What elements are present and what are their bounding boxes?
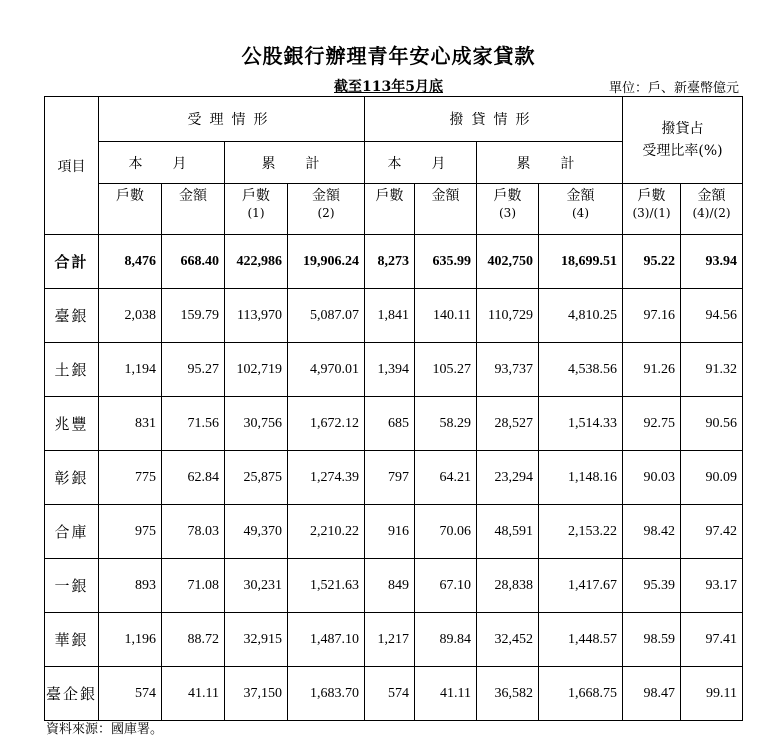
table-row-total bbox=[45, 235, 743, 289]
cell-d-m-h: 685 bbox=[365, 397, 415, 451]
cell-d-m-a: 70.06 bbox=[415, 505, 477, 559]
cell-d-m-h: 1,217 bbox=[365, 613, 415, 667]
cell-d-c-a: 4,538.56 bbox=[539, 343, 623, 397]
page-title: 公股銀行辦理青年安心成家貸款 bbox=[241, 44, 536, 68]
cell-d-c-a: 18,699.51 bbox=[539, 235, 623, 289]
cell-d-m-h: 849 bbox=[365, 559, 415, 613]
cell-a-m-a: 62.84 bbox=[162, 451, 225, 505]
cell-a-m-h: 8,476 bbox=[99, 235, 162, 289]
header-amount: 金額 bbox=[162, 184, 225, 235]
row-label: 華銀 bbox=[45, 613, 99, 667]
cell-r-h: 95.39 bbox=[623, 559, 681, 613]
cell-d-c-h: 28,838 bbox=[477, 559, 539, 613]
row-label: 兆豐 bbox=[45, 397, 99, 451]
cell-r-h: 90.03 bbox=[623, 451, 681, 505]
cell-a-c-h: 422,986 bbox=[225, 235, 288, 289]
row-label: 彰銀 bbox=[45, 451, 99, 505]
table-row bbox=[45, 397, 743, 451]
cell-d-c-a: 1,148.16 bbox=[539, 451, 623, 505]
header-accepted: 受理情形 bbox=[99, 97, 365, 142]
cell-a-c-h: 49,370 bbox=[225, 505, 288, 559]
header-accepted-cumulative: 累 計 bbox=[225, 142, 365, 184]
header-ratio-households: 戶數 (3)/(1) bbox=[623, 184, 681, 235]
cell-a-m-a: 95.27 bbox=[162, 343, 225, 397]
cell-r-a: 99.11 bbox=[681, 667, 743, 721]
cell-d-c-h: 28,527 bbox=[477, 397, 539, 451]
header-disbursed-month: 本 月 bbox=[365, 142, 477, 184]
cell-d-c-a: 4,810.25 bbox=[539, 289, 623, 343]
loan-table bbox=[44, 96, 743, 721]
cell-a-m-h: 1,194 bbox=[99, 343, 162, 397]
cell-a-m-a: 41.11 bbox=[162, 667, 225, 721]
cell-d-m-h: 1,394 bbox=[365, 343, 415, 397]
cell-a-m-h: 831 bbox=[99, 397, 162, 451]
cell-d-c-a: 2,153.22 bbox=[539, 505, 623, 559]
cell-d-c-h: 23,294 bbox=[477, 451, 539, 505]
cell-d-c-a: 1,417.67 bbox=[539, 559, 623, 613]
cell-r-h: 97.16 bbox=[623, 289, 681, 343]
header-accepted-month: 本 月 bbox=[99, 142, 225, 184]
cell-d-c-a: 1,514.33 bbox=[539, 397, 623, 451]
cell-a-c-h: 30,231 bbox=[225, 559, 288, 613]
cell-d-m-h: 1,841 bbox=[365, 289, 415, 343]
cell-a-m-h: 574 bbox=[99, 667, 162, 721]
cell-r-h: 95.22 bbox=[623, 235, 681, 289]
header-disbursed-cumulative: 累 計 bbox=[477, 142, 623, 184]
cell-d-m-a: 41.11 bbox=[415, 667, 477, 721]
cell-a-m-h: 975 bbox=[99, 505, 162, 559]
cell-d-c-h: 48,591 bbox=[477, 505, 539, 559]
cell-d-c-h: 32,452 bbox=[477, 613, 539, 667]
cell-a-m-a: 78.03 bbox=[162, 505, 225, 559]
cell-d-m-h: 574 bbox=[365, 667, 415, 721]
page-subtitle: 截至113年5月底 bbox=[334, 79, 443, 95]
cell-a-m-h: 2,038 bbox=[99, 289, 162, 343]
cell-a-m-a: 71.56 bbox=[162, 397, 225, 451]
cell-d-m-a: 635.99 bbox=[415, 235, 477, 289]
cell-a-c-h: 102,719 bbox=[225, 343, 288, 397]
header-households: 戶數 bbox=[365, 184, 415, 235]
row-label: 一銀 bbox=[45, 559, 99, 613]
cell-a-m-a: 668.40 bbox=[162, 235, 225, 289]
header-ratio: 撥貸占 受理比率(%) bbox=[623, 97, 743, 184]
cell-r-a: 97.42 bbox=[681, 505, 743, 559]
source-note: 資料來源：國庫署。 bbox=[46, 722, 164, 737]
cell-a-c-a: 5,087.07 bbox=[288, 289, 365, 343]
cell-a-c-h: 37,150 bbox=[225, 667, 288, 721]
cell-a-c-a: 1,683.70 bbox=[288, 667, 365, 721]
header-disbursed: 撥貸情形 bbox=[365, 97, 623, 142]
header-ratio-amount: 金額 (4)/(2) bbox=[681, 184, 743, 235]
cell-r-a: 90.56 bbox=[681, 397, 743, 451]
cell-a-c-a: 19,906.24 bbox=[288, 235, 365, 289]
table-row bbox=[45, 451, 743, 505]
header-households: 戶數 bbox=[99, 184, 162, 235]
cell-d-c-h: 402,750 bbox=[477, 235, 539, 289]
row-label: 合庫 bbox=[45, 505, 99, 559]
cell-r-h: 92.75 bbox=[623, 397, 681, 451]
cell-r-h: 98.42 bbox=[623, 505, 681, 559]
cell-r-a: 97.41 bbox=[681, 613, 743, 667]
header-amount: 金額 bbox=[415, 184, 477, 235]
cell-r-a: 94.56 bbox=[681, 289, 743, 343]
cell-a-c-h: 25,875 bbox=[225, 451, 288, 505]
cell-a-m-a: 159.79 bbox=[162, 289, 225, 343]
row-label: 土銀 bbox=[45, 343, 99, 397]
cell-r-h: 91.26 bbox=[623, 343, 681, 397]
row-label: 合計 bbox=[45, 235, 99, 289]
cell-a-c-a: 1,487.10 bbox=[288, 613, 365, 667]
cell-a-c-h: 113,970 bbox=[225, 289, 288, 343]
cell-d-m-a: 89.84 bbox=[415, 613, 477, 667]
cell-a-c-a: 1,521.63 bbox=[288, 559, 365, 613]
table-row bbox=[45, 289, 743, 343]
table-row bbox=[45, 559, 743, 613]
header-item: 項目 bbox=[45, 97, 99, 235]
cell-r-h: 98.47 bbox=[623, 667, 681, 721]
cell-a-c-a: 4,970.01 bbox=[288, 343, 365, 397]
cell-r-a: 93.17 bbox=[681, 559, 743, 613]
cell-d-m-a: 140.11 bbox=[415, 289, 477, 343]
cell-a-c-h: 30,756 bbox=[225, 397, 288, 451]
cell-a-m-h: 775 bbox=[99, 451, 162, 505]
cell-d-c-h: 93,737 bbox=[477, 343, 539, 397]
cell-a-m-h: 893 bbox=[99, 559, 162, 613]
table-row bbox=[45, 613, 743, 667]
cell-r-a: 93.94 bbox=[681, 235, 743, 289]
cell-a-m-a: 71.08 bbox=[162, 559, 225, 613]
header-households: 戶數 (1) bbox=[225, 184, 288, 235]
cell-r-a: 91.32 bbox=[681, 343, 743, 397]
header-amount: 金額 (2) bbox=[288, 184, 365, 235]
row-label: 臺企銀 bbox=[45, 667, 99, 721]
cell-r-h: 98.59 bbox=[623, 613, 681, 667]
cell-a-m-h: 1,196 bbox=[99, 613, 162, 667]
table-body bbox=[45, 235, 743, 721]
cell-a-c-a: 1,672.12 bbox=[288, 397, 365, 451]
header-amount: 金額 (4) bbox=[539, 184, 623, 235]
cell-d-m-h: 797 bbox=[365, 451, 415, 505]
cell-d-m-a: 105.27 bbox=[415, 343, 477, 397]
cell-d-c-a: 1,448.57 bbox=[539, 613, 623, 667]
cell-d-m-a: 67.10 bbox=[415, 559, 477, 613]
cell-a-c-a: 2,210.22 bbox=[288, 505, 365, 559]
cell-d-c-h: 36,582 bbox=[477, 667, 539, 721]
table-row bbox=[45, 343, 743, 397]
cell-a-c-h: 32,915 bbox=[225, 613, 288, 667]
cell-d-c-a: 1,668.75 bbox=[539, 667, 623, 721]
cell-d-m-a: 64.21 bbox=[415, 451, 477, 505]
cell-d-m-h: 916 bbox=[365, 505, 415, 559]
cell-a-c-a: 1,274.39 bbox=[288, 451, 365, 505]
table-row bbox=[45, 505, 743, 559]
cell-d-m-h: 8,273 bbox=[365, 235, 415, 289]
header-households: 戶數 (3) bbox=[477, 184, 539, 235]
cell-a-m-a: 88.72 bbox=[162, 613, 225, 667]
unit-label: 單位：戶、新臺幣億元 bbox=[608, 81, 739, 96]
cell-d-m-a: 58.29 bbox=[415, 397, 477, 451]
cell-r-a: 90.09 bbox=[681, 451, 743, 505]
table-row bbox=[45, 667, 743, 721]
cell-d-c-h: 110,729 bbox=[477, 289, 539, 343]
row-label: 臺銀 bbox=[45, 289, 99, 343]
